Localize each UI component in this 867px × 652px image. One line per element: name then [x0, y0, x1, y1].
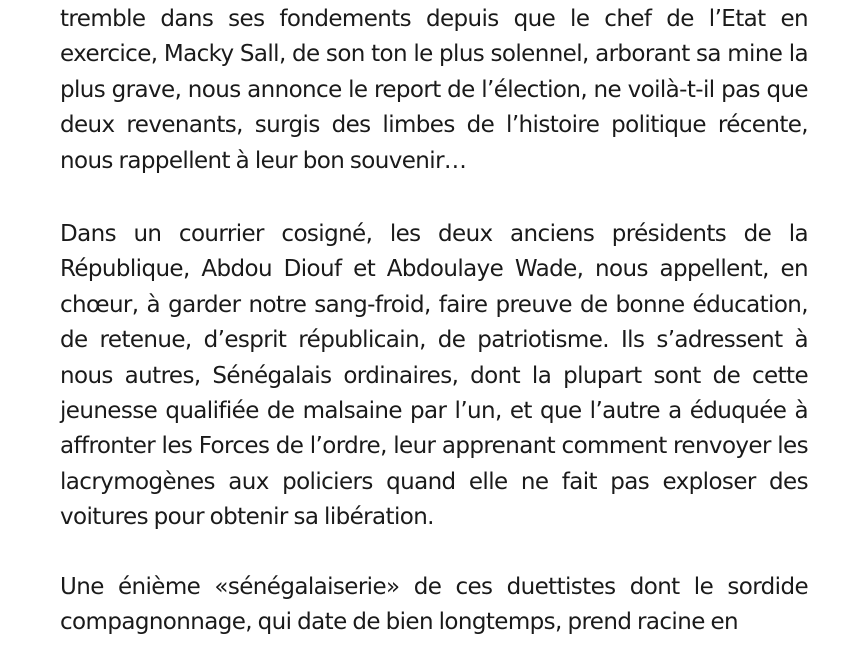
paragraph-2-text: Dans un courrier cosigné, les deux anciens présidents de la République, Abdou Diouf et Abdoulaye Wade, nous appellent, en chœur, à garder notre sang-froid, faire preuve de bonne éducation, de retenue, d’esprit républicain, de patriotisme. Ils s’adressent à nous autres, Sénégalais ordinaires, dont la plupart sont de cette jeunesse qualifiée de malsaine par l’un, et que l’autre a éduquée à affronter les Forces de l’ordre, leur apprenant comment renvoyer les lacrymogènes aux policiers quand elle ne fait pas exploser des voitures pour obtenir sa libération.	[60, 221, 808, 531]
paragraph-3	[60, 570, 808, 641]
paragraph-1-text: tremble dans ses fondements depuis que le chef de l’Etat en exercice, Macky Sall, de son ton le plus solennel, arborant sa mine la plus grave, nous annonce le report de l’élection, ne voilà-t-il pas que deux revenants, surgis des limbes de l’histoire politique récente, nous rappellent à leur bon souvenir…	[60, 6, 808, 174]
paragraph-3-text: Une énième «sénégalaiserie» de ces duettistes dont le sordide compagnonnage, qui date de bien longtemps, prend racine en	[60, 574, 808, 636]
paragraph-1	[60, 2, 808, 179]
paragraph-2	[60, 217, 808, 536]
